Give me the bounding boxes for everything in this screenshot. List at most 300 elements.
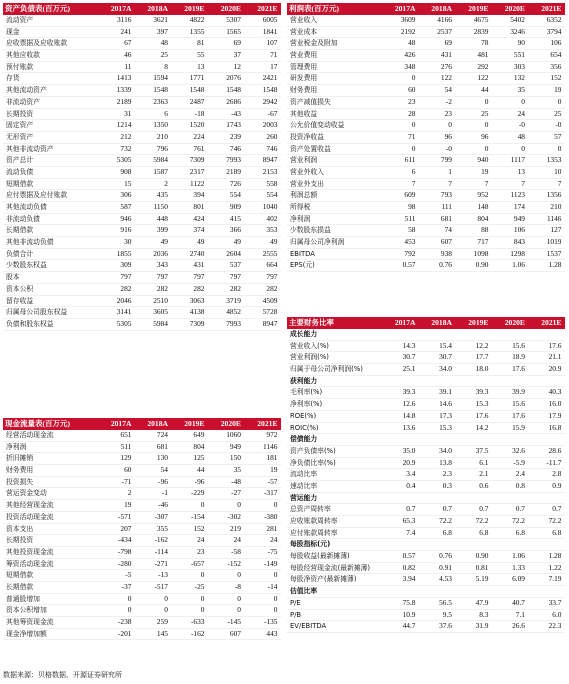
cell-value: 6.0: [552, 609, 562, 619]
cell-value: -96: [194, 476, 205, 486]
table-row: [3, 249, 281, 261]
row-label: 其他应收款: [6, 51, 40, 60]
cell-value: 804: [193, 441, 205, 451]
cell-value: 19: [481, 166, 489, 176]
cell-value: -57: [267, 476, 278, 486]
cell-value: 611: [404, 155, 416, 165]
cell-value: 0: [273, 500, 278, 510]
cell-value: [492, 434, 529, 445]
row-label: 净利润: [6, 442, 27, 451]
cell-value: 40.7: [512, 597, 525, 607]
row-label: 长期借款: [6, 582, 34, 591]
table-row: [3, 132, 281, 144]
cell-value: 717: [477, 237, 489, 247]
row-label: 少数股东权益: [6, 261, 47, 270]
cell-value: 24: [197, 535, 205, 545]
cell-value: -162: [190, 628, 205, 638]
row-label: 固定资产: [6, 121, 34, 130]
cell-value: 8947: [262, 318, 278, 328]
cell-value: 972: [266, 430, 278, 439]
row-label: 总资产周转率: [290, 505, 331, 514]
year-header: 2017A: [110, 4, 132, 13]
table-row: [3, 512, 281, 524]
year-header: 2020E: [504, 318, 525, 327]
table-row: [3, 430, 281, 442]
table-row: [287, 539, 565, 551]
table-row: [287, 621, 565, 633]
row-label: 归属母公司股东权益: [6, 308, 68, 317]
row-label: 每股收益(最新摊薄): [290, 552, 350, 561]
cell-value: [528, 376, 565, 387]
table-row: [287, 516, 565, 528]
row-label: 净利润: [290, 214, 311, 223]
cell-value: -43: [231, 108, 241, 118]
cell-value: 30.7: [439, 352, 452, 362]
cell-value: [492, 586, 529, 597]
cell-value: 2192: [400, 26, 416, 36]
table-row: [287, 50, 565, 62]
cell-value: 6.8: [515, 527, 525, 537]
cell-value: 0.4: [406, 480, 416, 490]
cell-value: -14: [267, 581, 278, 591]
cell-value: 282: [229, 283, 241, 293]
cell-value: 952: [477, 190, 489, 200]
cell-value: 431: [193, 260, 205, 270]
cell-value: 5984: [153, 155, 168, 165]
cell-value: 6352: [546, 15, 562, 24]
cell-value: 282: [120, 283, 132, 293]
cell-value: 6: [164, 108, 168, 118]
cell-value: -162: [154, 535, 168, 545]
year-header: 2021E: [541, 318, 562, 327]
table-row: [287, 73, 565, 85]
cell-value: 0: [484, 143, 489, 153]
cell-value: 24: [233, 535, 241, 545]
cell-value: 17.6: [512, 364, 525, 374]
table-row: [3, 524, 281, 536]
cell-value: 4166: [437, 15, 452, 24]
table-header-row: [287, 317, 565, 329]
cell-value: 4852: [226, 307, 241, 317]
cell-value: [419, 586, 456, 597]
table-row: [287, 504, 565, 516]
cell-value: 132: [513, 73, 525, 83]
cell-value: 0.9: [552, 480, 562, 490]
cell-value: 69: [444, 38, 452, 48]
cell-value: 24: [270, 535, 278, 545]
row-label: 营业利润(%): [290, 353, 329, 362]
cell-value: [419, 434, 456, 445]
cell-value: 282: [193, 283, 205, 293]
cell-value: 46: [124, 50, 132, 60]
cell-value: 111: [441, 202, 452, 211]
row-label: 净利率(%): [290, 400, 323, 409]
cell-value: 14.3: [402, 340, 416, 350]
year-header: 2021E: [257, 419, 278, 428]
row-label: 营业外收入: [290, 167, 324, 176]
cell-value: 56.5: [439, 597, 452, 607]
row-label: 其他筹资现金流: [6, 618, 54, 626]
cell-value: 17.6: [475, 410, 489, 420]
row-label: 营业成本: [290, 27, 318, 36]
cell-value: 276: [440, 61, 452, 71]
year-header: 2018A: [147, 4, 168, 13]
row-label: 应付账款周转率: [290, 528, 338, 537]
table-header-row: [287, 3, 565, 15]
cell-value: 34.0: [439, 445, 452, 455]
cell-value: 303: [513, 61, 525, 71]
cell-value: -517: [154, 581, 168, 591]
cell-value: 23: [197, 546, 205, 556]
row-label: 每股经营现金流(最新摊薄): [290, 563, 371, 572]
cell-value: 12: [233, 61, 241, 71]
table-row: [287, 329, 565, 341]
table-row: [3, 38, 281, 50]
cell-value: 19: [124, 500, 132, 510]
cell-value: 21.1: [548, 352, 562, 362]
cell-value: -58: [231, 546, 241, 556]
table-row: [3, 477, 281, 489]
row-label: 负债和股东权益: [6, 319, 54, 328]
cell-value: 804: [477, 213, 489, 223]
cell-value: -571: [117, 511, 132, 521]
cell-value: 2: [164, 178, 168, 188]
cell-value: -96: [158, 476, 168, 486]
cell-value: 127: [550, 225, 562, 235]
cell-value: 609: [404, 190, 416, 200]
cell-value: 0.57: [402, 551, 416, 561]
row-label: 资本支出: [6, 524, 34, 533]
cell-value: -307: [154, 511, 168, 521]
cell-value: 1146: [546, 213, 562, 223]
cell-value: 74: [444, 225, 452, 235]
row-label: ROE(%): [290, 411, 317, 420]
cell-value: [528, 493, 565, 504]
cell-value: 25: [554, 108, 562, 118]
cell-value: 732: [120, 143, 132, 153]
cell-value: 15.3: [475, 399, 489, 409]
cell-value: 4822: [189, 15, 205, 24]
table-row: [3, 465, 281, 477]
cell-value: 1350: [153, 120, 168, 130]
table-row: [3, 442, 281, 454]
cell-value: 35: [233, 465, 241, 475]
cell-value: 39.1: [439, 387, 452, 397]
cell-value: 0.90: [475, 260, 489, 270]
cell-value: 7.19: [548, 574, 562, 584]
row-label: 应收账款周转率: [290, 517, 338, 525]
cell-value: [382, 376, 419, 387]
cell-value: 28.6: [548, 445, 562, 455]
row-label: 毛利率(%): [290, 388, 323, 397]
table-row: [287, 399, 565, 411]
table-row: [287, 97, 565, 109]
cell-value: 7.4: [406, 527, 416, 537]
row-label: 营业外支出: [290, 179, 324, 188]
cell-value: 908: [120, 166, 132, 176]
cell-value: 402: [266, 213, 278, 223]
cell-value: 2510: [153, 295, 168, 305]
cell-value: 2: [127, 488, 132, 498]
cell-value: 125: [193, 453, 205, 463]
table-row: [3, 594, 281, 606]
cell-value: 0.81: [475, 562, 489, 572]
cell-value: 0: [127, 593, 132, 603]
cell-value: 724: [156, 430, 168, 439]
row-label: 存货: [6, 74, 20, 83]
cell-value: -135: [263, 617, 278, 626]
table-row: [287, 214, 565, 226]
table-row: [287, 434, 565, 446]
cell-value: 6.8: [442, 527, 452, 537]
cell-value: 13: [197, 61, 205, 71]
cell-value: 98: [408, 202, 416, 211]
table-row: [287, 341, 565, 353]
cell-value: 651: [120, 430, 132, 439]
cell-value: 44: [481, 85, 489, 95]
cell-value: 3063: [189, 295, 205, 305]
row-label: 其他经营现金流: [6, 501, 54, 510]
cell-value: -238: [117, 617, 132, 626]
cell-value: 415: [229, 213, 241, 223]
cell-value: 1.28: [548, 551, 562, 561]
cell-value: [419, 329, 456, 340]
table-row: [287, 423, 565, 435]
table-row: [287, 376, 565, 388]
cell-value: 1743: [226, 120, 241, 130]
cell-value: 0: [484, 120, 489, 130]
row-label: 预付账款: [6, 62, 34, 71]
table-title: 主要财务比率: [289, 318, 334, 327]
row-label: 非流动资产: [6, 97, 40, 106]
table-title: 现金流量表(百万元): [5, 419, 70, 428]
row-label: 速动比率: [290, 481, 318, 490]
cell-value: 799: [440, 155, 452, 165]
year-header: 2017A: [394, 318, 416, 327]
table-row: [287, 237, 565, 249]
table-row: [287, 352, 565, 364]
cell-value: 49: [270, 237, 278, 247]
cell-value: 15: [124, 178, 132, 188]
table-row: [287, 27, 565, 39]
cell-value: -13: [158, 570, 168, 580]
row-label: 每股净资产(最新摊薄): [290, 575, 357, 584]
cell-value: 511: [120, 441, 132, 451]
year-header: 2020E: [220, 4, 241, 13]
cell-value: [382, 329, 419, 340]
cell-value: 0.7: [479, 504, 489, 514]
table-row: [287, 458, 565, 470]
cell-value: 1356: [546, 190, 562, 200]
cell-value: 122: [477, 73, 489, 83]
cell-value: 39.3: [402, 387, 416, 397]
cell-value: 78: [481, 38, 489, 48]
cell-value: -25: [194, 581, 205, 591]
cell-value: 0: [200, 605, 205, 615]
cell-value: 210: [156, 131, 168, 141]
table-row: [287, 120, 565, 132]
table-title: 资产负债表(百万元): [5, 4, 70, 13]
cell-value: 2839: [473, 26, 489, 36]
cell-value: 15.6: [512, 340, 525, 350]
table-row: [3, 582, 281, 594]
cell-value: -280: [117, 558, 132, 568]
income-statement-table: [287, 3, 565, 272]
cell-value: 34.0: [439, 364, 452, 374]
row-label: 流动比率: [290, 470, 318, 479]
cell-value: 31: [124, 108, 132, 118]
cell-value: 4509: [262, 295, 278, 305]
cell-value: 0: [200, 500, 205, 510]
row-label: 营运资金变动: [6, 489, 47, 498]
cell-value: 60: [124, 465, 132, 475]
cell-value: 0: [200, 593, 205, 603]
cell-value: [419, 539, 456, 550]
row-label: 资本公积增加: [6, 606, 47, 615]
row-label: 无形资产: [6, 132, 34, 141]
table-row: [287, 225, 565, 237]
cell-value: 946: [120, 213, 132, 223]
year-header: 2019E: [184, 419, 205, 428]
cell-value: [528, 586, 565, 597]
cell-value: 15.9: [512, 422, 525, 432]
cell-value: 0.76: [439, 551, 452, 561]
cell-value: 1.22: [548, 562, 562, 572]
cell-value: 5.19: [475, 574, 489, 584]
cell-value: 306: [120, 190, 132, 200]
row-label: 股本: [6, 273, 20, 282]
table-row: [3, 167, 281, 179]
cell-value: 122: [440, 73, 452, 83]
cell-value: 726: [229, 178, 241, 188]
cell-value: -67: [267, 108, 278, 118]
cell-value: -0: [518, 120, 525, 130]
cell-value: 0.7: [442, 504, 452, 514]
cell-value: 0: [164, 605, 168, 615]
table-row: [3, 237, 281, 249]
cell-value: 3.94: [402, 574, 416, 584]
cell-value: 949: [513, 213, 525, 223]
table-row: [287, 85, 565, 97]
cell-value: 7: [448, 178, 452, 188]
table-row: [287, 109, 565, 121]
cell-value: 54: [444, 85, 452, 95]
cell-value: 2189: [116, 96, 132, 106]
cell-value: 15.4: [439, 340, 452, 350]
cell-value: 17.6: [512, 410, 525, 420]
cell-value: 129: [120, 453, 132, 463]
cell-value: 2942: [262, 96, 278, 106]
cell-value: 664: [266, 260, 278, 270]
cell-value: [382, 539, 419, 550]
key-ratios-table: [287, 317, 565, 633]
cell-value: 55: [197, 50, 205, 60]
cell-value: -71: [121, 476, 132, 486]
cell-value: 1353: [546, 155, 562, 165]
cell-value: 681: [440, 213, 452, 223]
cell-value: 1855: [116, 248, 132, 258]
table-row: [3, 190, 281, 202]
cell-value: 210: [550, 202, 562, 211]
cell-value: -317: [263, 488, 278, 498]
cell-value: 797: [229, 272, 241, 282]
cell-value: 0: [273, 593, 278, 603]
row-label: 短期借款: [6, 179, 34, 188]
row-label: 每股指标(元): [290, 540, 331, 549]
cell-value: 394: [193, 190, 205, 200]
table-row: [3, 500, 281, 512]
cell-value: 31.9: [475, 621, 489, 631]
cell-value: 0: [273, 605, 278, 615]
cell-value: 0: [237, 605, 241, 615]
cell-value: 32.6: [512, 445, 525, 455]
cell-value: 7.1: [515, 609, 525, 619]
year-header: 2018A: [431, 4, 452, 13]
row-label: 投资损失: [6, 477, 34, 486]
cell-value: 1.33: [512, 562, 525, 572]
cell-value: 25: [160, 50, 168, 60]
cell-value: 5307: [226, 15, 241, 24]
cell-value: 1.28: [548, 260, 562, 270]
cell-value: 1548: [226, 85, 241, 95]
cell-value: 554: [229, 190, 241, 200]
cell-value: 7309: [189, 318, 205, 328]
cell-value: 106: [513, 225, 525, 235]
cell-value: 5984: [153, 318, 168, 328]
cell-value: [492, 493, 529, 504]
cell-value: 8: [164, 61, 168, 71]
cell-value: 8947: [262, 155, 278, 165]
cell-value: 796: [156, 143, 168, 153]
cell-value: 2153: [262, 166, 278, 176]
cell-value: 16.0: [548, 399, 562, 409]
row-label: 营业费用: [290, 51, 318, 60]
table-row: [3, 144, 281, 156]
cell-value: [382, 434, 419, 445]
cell-value: 19: [270, 465, 278, 475]
cell-value: -5: [125, 570, 132, 580]
cell-value: 37.6: [439, 621, 452, 631]
table-row: [287, 481, 565, 493]
cell-value: -633: [190, 617, 205, 626]
table-row: [287, 260, 565, 272]
cell-value: 1594: [153, 73, 168, 83]
table-row: [287, 132, 565, 144]
row-label: 应收票据及应收账款: [6, 39, 68, 48]
cell-value: 0: [237, 570, 241, 580]
cell-value: 60: [408, 85, 416, 95]
cell-value: [455, 539, 492, 550]
cell-value: 37: [233, 50, 241, 60]
cell-value: 2686: [226, 96, 241, 106]
cell-value: -114: [154, 546, 168, 556]
cell-value: -1: [161, 488, 168, 498]
cell-value: 18.9: [512, 352, 525, 362]
cell-value: 72.2: [512, 516, 525, 525]
row-label: 经营活动现金流: [6, 431, 54, 439]
cell-value: 5402: [510, 15, 525, 24]
cell-value: -149: [263, 558, 278, 568]
cell-value: -229: [190, 488, 205, 498]
cell-value: [382, 586, 419, 597]
table-row: [3, 559, 281, 571]
cell-value: 3609: [400, 15, 416, 24]
cell-value: -798: [117, 546, 132, 556]
cell-value: 938: [440, 248, 452, 258]
table-row: [287, 493, 565, 505]
table-row: [287, 574, 565, 586]
table-row: [287, 144, 565, 156]
